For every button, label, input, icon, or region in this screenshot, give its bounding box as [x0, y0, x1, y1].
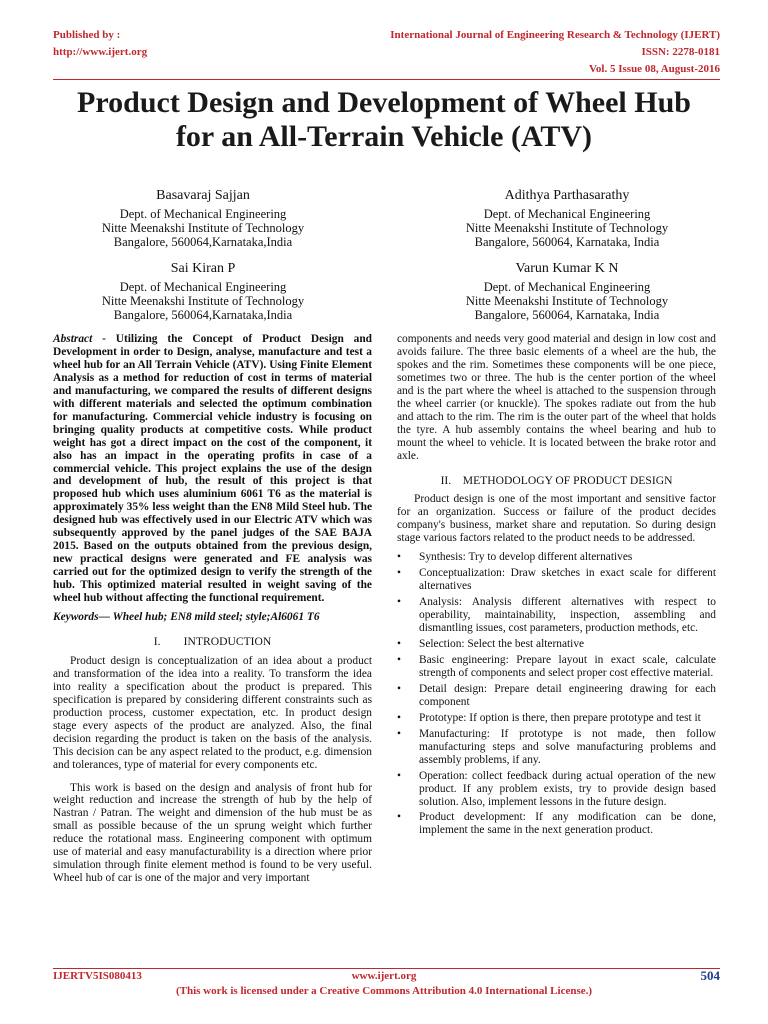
list-item — [397, 683, 716, 709]
volume-issue: Vol. 5 Issue 08, August-2016 — [588, 63, 720, 75]
license-notice: (This work is licensed under a Creative Commons Attribution 4.0 International License.) — [175, 985, 593, 997]
list-item-text: Analysis: Analysis different alternatives with respect to operability, maintainability, inspection, assembling and dismantling issues, cost parameters, production methods, etc. — [419, 596, 716, 635]
author-name: Basavaraj Sajjan — [156, 188, 250, 203]
list-item-text: Manufacturing: If prototype is not made, then follow manufacturing steps and solve manufacturing problems and assembly problems, if any. — [419, 727, 716, 766]
section-heading-methodology: II. METHODOLOGY OF PRODUCT DESIGN — [440, 473, 673, 487]
list-item — [397, 596, 716, 635]
list-item — [397, 638, 716, 651]
header-journal — [300, 27, 720, 78]
author-dept: Dept. of Mechanical Engineering — [119, 207, 287, 221]
list-item-text: Synthesis: Try to develop different alternatives — [419, 551, 633, 564]
author-block-1 — [53, 187, 353, 249]
hub-description-paragraph: components and needs very good material and design in low cost and avoids failure. The three basic elements of a wheel are the hub, the spokes and the rim. Sometimes these components will be one piece, sometimes two or three. The hub is the center portion of the wheel and is the part where the wheel is attached to the suspension through the wheel carrier (or knuckle). The spokes radiate out from the hub and attach to the rim. The rim is the outer part of the wheel that holds the tyre. A hub assembly contains the wheel bearing and hub to mount the wheel to vehicle. It is located between the brake rotor and axle. — [397, 333, 716, 462]
paper-id: IJERTV5IS080413 — [53, 970, 142, 982]
author-institute: Nitte Meenakshi Institute of Technology — [101, 294, 305, 308]
left-column — [53, 333, 372, 885]
list-item — [397, 728, 716, 767]
author-block-2 — [417, 187, 717, 249]
author-block-3 — [53, 260, 353, 322]
bullet-icon: • — [397, 711, 401, 724]
abstract-label: Abstract — [53, 333, 93, 345]
author-address: Bangalore, 560064, Karnataka, India — [474, 235, 660, 249]
header-publisher — [53, 27, 253, 61]
author-address: Bangalore, 560064, Karnataka, India — [474, 308, 660, 322]
list-item — [397, 551, 716, 564]
list-item-text: Detail design: Prepare detail engineering drawing for each component — [419, 682, 716, 708]
author-institute: Nitte Meenakshi Institute of Technology — [465, 294, 669, 308]
intro-paragraph-2: This work is based on the design and analysis of front hub for weight reduction and increase the strength of hub by the help of Nastran / Patran. The weight and dimension of the hub must be as small as possible because of the un sprung weight which further reduce the rotational mass. Engineering component with optimum use of material and easy manufacturability is a direction where prior simulation through finite element method is found to be very useful. Wheel hub of car is one of the major and very important — [53, 781, 372, 885]
bullet-icon: • — [397, 638, 401, 651]
journal-name: International Journal of Engineering Research & Technology (IJERT) — [390, 29, 720, 41]
author-name: Adithya Parthasarathy — [504, 188, 630, 203]
intro-paragraph-1: Product design is conceptualization of an idea about a product and transformation of the idea into a reality. To transform the idea into reality a specification about the product is prepared. This specification is prepared by considering different constraints such as production process, customer expectation, etc. In product design stage every aspects of the product are analyzed. Also, the final decision regarding the product is taken on the basis of the analysis. This decision can be any aspect related to the product, e.g. dimension and tolerances, type of material for every components etc. — [53, 654, 372, 771]
bullet-icon: • — [397, 551, 401, 564]
author-address: Bangalore, 560064,Karnataka,India — [113, 235, 293, 249]
list-item-text: Conceptualization: Draw sketches in exact scale for different alternatives — [419, 567, 716, 593]
list-item — [397, 654, 716, 680]
list-item — [397, 811, 716, 837]
bullet-icon: • — [397, 596, 401, 609]
page-number: 504 — [700, 968, 720, 983]
author-dept: Dept. of Mechanical Engineering — [483, 280, 651, 294]
list-item-text: Prototype: If option is there, then prepare prototype and test it — [419, 711, 701, 724]
bullet-icon: • — [397, 567, 401, 580]
author-institute: Nitte Meenakshi Institute of Technology — [465, 221, 669, 235]
list-item — [397, 712, 716, 725]
list-item-text: Selection: Select the best alternative — [419, 638, 585, 651]
published-by-label: Published by : — [53, 29, 121, 41]
footer-divider — [53, 968, 720, 969]
list-item — [397, 567, 716, 593]
bullet-icon: • — [397, 769, 401, 782]
author-address: Bangalore, 560064,Karnataka,India — [113, 308, 293, 322]
footer-url-link[interactable]: www.ijert.org — [351, 970, 417, 982]
header-divider — [53, 79, 720, 80]
right-column — [397, 333, 716, 840]
publisher-url-link[interactable]: http://www.ijert.org — [53, 46, 148, 58]
abstract — [53, 333, 372, 605]
list-item-text: Operation: collect feedback during actual operation of the new product. If any problem exists, try to provide design based solution. Also, implement lessons in the future design. — [419, 769, 716, 808]
author-institute: Nitte Meenakshi Institute of Technology — [101, 221, 305, 235]
author-dept: Dept. of Mechanical Engineering — [483, 207, 651, 221]
author-name: Varun Kumar K N — [515, 261, 619, 276]
section-heading-introduction: I. INTRODUCTION — [153, 634, 272, 648]
bullet-icon: • — [397, 682, 401, 695]
author-dept: Dept. of Mechanical Engineering — [119, 280, 287, 294]
paper-title — [40, 86, 728, 154]
issn: ISSN: 2278-0181 — [641, 46, 720, 58]
author-name: Sai Kiran P — [170, 261, 236, 276]
methodology-paragraph: Product design is one of the most important and sensitive factor for an organization. Success or failure of the product decides company's business, market share and reputation. So during design stage various factors related to the product needs to be addressed. — [397, 493, 716, 545]
paper-title-line-2: for an All-Terrain Vehicle (ATV) — [175, 120, 593, 153]
list-item — [397, 770, 716, 809]
abstract-text: - Utilizing the Concept of Product Design and Development in order to Design, analyse, manufacture and test a wheel hub for an All Terrain Vehicle (ATV). Using Finite Element Analysis as a method for reduction of cost in terms of material and manufacturing, we compared the results of different designs with different materials and selected the optimum combination for manufacturing. Commercial vehicle industry is focusing on bringing quality products at competitive costs. While product weight has got a direct impact on the cost of the component, it also has an impact in the operating profits in case of a commercial vehicle. This project explains the use of the design and development of hub, the result of this project is that proposed hub which uses aluminium 6061 T6 as the material is approximately 35% less weight than the EN8 Mild Steel hub. The designed hub was effectively used in our Electric ATV which was subsequently approved by the panel judges of the SAE BAJA 2015. Based on the outputs obtained from the previous design, new practical designs were generated and FE analysis was carried out for the optimized design to verify the strength of the hub. This optimized material resulted in weight saving of the wheel hub without affecting the functional requirement. — [53, 333, 372, 605]
bullet-icon: • — [397, 727, 401, 740]
bullet-icon: • — [397, 811, 401, 824]
paper-title-line-1: Product Design and Development of Wheel Hub — [77, 86, 691, 119]
list-item-text: Product development: If any modification can be done, implement the same in the next generation product. — [419, 811, 716, 837]
keywords: Keywords— Wheel hub; EN8 mild steel; style;Al6061 T6 — [53, 611, 320, 624]
author-block-4 — [417, 260, 717, 322]
design-steps-list — [397, 551, 716, 837]
bullet-icon: • — [397, 653, 401, 666]
list-item-text: Basic engineering: Prepare layout in exact scale, calculate strength of components and select proper cost effective material. — [419, 653, 716, 679]
